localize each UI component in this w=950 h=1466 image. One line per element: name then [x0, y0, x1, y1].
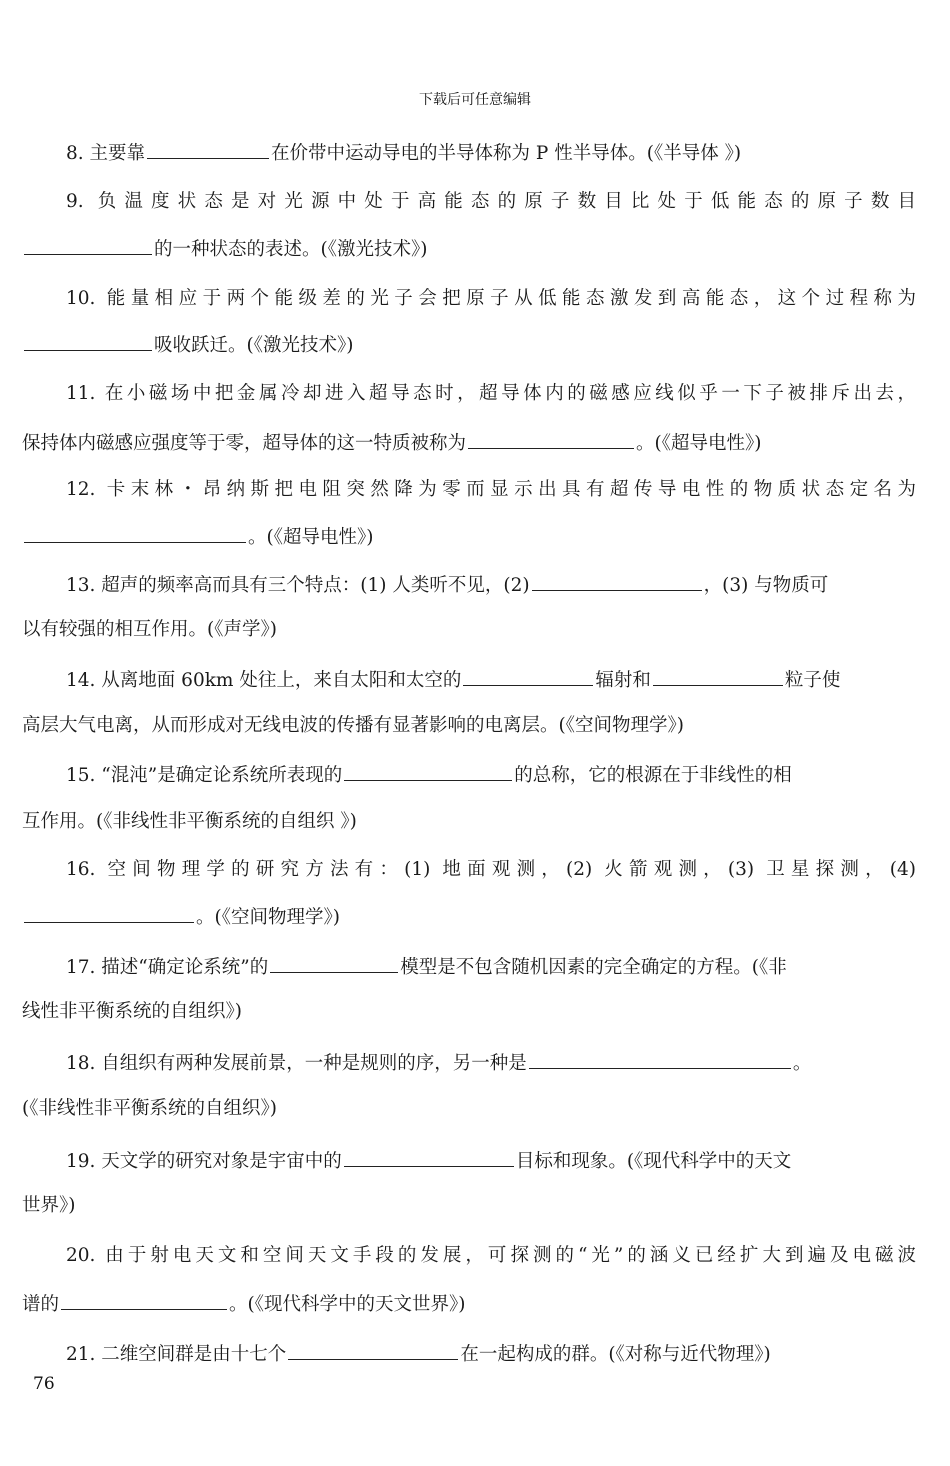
- question-text: 8. 主要靠: [66, 143, 146, 164]
- question-text: 。: [792, 1053, 812, 1074]
- question-text: 20. 由于射电天文和空间天文手段的发展，可探测的“光”的涵义已经扩大到遍及电磁波: [66, 1245, 916, 1266]
- question-text: 16. 空间物理学的研究方法有：(1) 地面观测，(2) 火箭观测，(3) 卫星探测，(4): [66, 859, 916, 880]
- answer-blank[interactable]: [532, 572, 702, 591]
- question-text: 在价带中运动导电的半导体称为 P 性半导体。(《半导体 》): [271, 143, 742, 164]
- answer-blank[interactable]: [24, 524, 246, 543]
- question-line: [22, 1000, 916, 1024]
- question-text: 。(《空间物理学》): [196, 907, 340, 928]
- question-line: [66, 858, 916, 882]
- question-line: [66, 762, 916, 786]
- question-text: 目标和现象。(《现代科学中的天文: [515, 1151, 792, 1172]
- question-line: [22, 904, 916, 928]
- question-line: [66, 1341, 916, 1365]
- question-line: [66, 1050, 916, 1074]
- answer-blank[interactable]: [270, 954, 398, 973]
- answer-blank[interactable]: [344, 1148, 514, 1167]
- question-text: 18. 自组织有两种发展前景，一种是规则的序，另一种是: [66, 1053, 527, 1074]
- answer-blank[interactable]: [24, 236, 152, 255]
- question-line: [66, 667, 916, 691]
- question-text: 11. 在小磁场中把金属冷却进入超导态时，超导体内的磁感应线似乎一下子被排斥出去，: [66, 383, 916, 404]
- question-text: ，(3) 与物质可: [703, 575, 829, 596]
- question-text: 保持体内磁感应强度等于零，超导体的这一特质被称为: [22, 433, 467, 454]
- question-text: 14. 从离地面 60km 处往上，来自太阳和太空的: [66, 670, 462, 691]
- question-text: 世界》): [22, 1195, 76, 1216]
- question-text: 12. 卡末林・昂纳斯把电阻突然降为零而显示出具有超传导电性的物质状态定名为: [66, 479, 916, 500]
- question-text: (《非线性非平衡系统的自组织》): [22, 1098, 277, 1119]
- question-text: 模型是不包含随机因素的完全确定的方程。(《非: [400, 957, 787, 978]
- question-line: [66, 1244, 916, 1268]
- question-text: 21. 二维空间群是由十七个: [66, 1344, 287, 1365]
- question-line: [22, 1291, 916, 1315]
- question-line: [66, 140, 916, 164]
- question-text: 17. 描述“确定论系统”的: [66, 957, 269, 978]
- question-text: 15. “混沌”是确定论系统所表现的: [66, 765, 343, 786]
- question-text: 高层大气电离，从而形成对无线电波的传播有显著影响的电离层。(《空间物理学》): [22, 715, 684, 736]
- answer-blank[interactable]: [61, 1291, 227, 1310]
- answer-blank[interactable]: [147, 140, 269, 159]
- question-line: [22, 1097, 916, 1121]
- answer-blank[interactable]: [463, 667, 593, 686]
- page-number: 76: [33, 1374, 55, 1394]
- question-line: [66, 954, 916, 978]
- question-text: 。(《超导电性》): [636, 433, 762, 454]
- question-line: [22, 1194, 916, 1218]
- question-text: 辐射和: [595, 670, 651, 691]
- question-text: 的总称，它的根源在于非线性的相: [514, 765, 792, 786]
- question-text: 谱的: [22, 1294, 60, 1315]
- question-line: [66, 478, 916, 502]
- question-line: [66, 572, 916, 596]
- question-line: [22, 810, 916, 834]
- question-text: 的一种状态的表述。(《激光技术》): [154, 239, 428, 260]
- question-text: 吸收跃迁。(《激光技术》): [154, 335, 354, 356]
- question-line: [22, 524, 916, 548]
- question-line: [66, 287, 916, 311]
- question-line: [22, 332, 916, 356]
- answer-blank[interactable]: [344, 762, 512, 781]
- question-line: [66, 1148, 916, 1172]
- answer-blank[interactable]: [653, 667, 783, 686]
- question-line: [22, 618, 916, 642]
- question-line: [66, 382, 916, 406]
- question-text: 9. 负温度状态是对光源中处于高能态的原子数目比处于低能态的原子数目: [66, 191, 916, 212]
- question-line: [22, 236, 916, 260]
- question-text: 13. 超声的频率高而具有三个特点：(1) 人类听不见，(2): [66, 575, 530, 596]
- question-text: 互作用。(《非线性非平衡系统的自组织 》): [22, 811, 357, 832]
- answer-blank[interactable]: [468, 430, 634, 449]
- answer-blank[interactable]: [529, 1050, 791, 1069]
- answer-blank[interactable]: [24, 332, 152, 351]
- question-text: 粒子使: [784, 670, 841, 691]
- banner-text: 下载后可任意编辑: [419, 92, 531, 108]
- question-text: 线性非平衡系统的自组织》): [22, 1001, 242, 1022]
- question-text: 在一起构成的群。(《对称与近代物理》): [460, 1344, 771, 1365]
- answer-blank[interactable]: [288, 1341, 458, 1360]
- question-line: [66, 190, 916, 214]
- question-text: 以有较强的相互作用。(《声学》): [22, 619, 277, 640]
- question-text: 19. 天文学的研究对象是宇宙中的: [66, 1151, 342, 1172]
- question-line: [22, 714, 916, 738]
- question-text: 10. 能量相应于两个能级差的光子会把原子从低能态激发到高能态，这个过程称为: [66, 288, 916, 309]
- question-line: [22, 430, 916, 454]
- answer-blank[interactable]: [24, 904, 194, 923]
- question-text: 。(《超导电性》): [248, 527, 374, 548]
- question-text: 。(《现代科学中的天文世界》): [229, 1294, 466, 1315]
